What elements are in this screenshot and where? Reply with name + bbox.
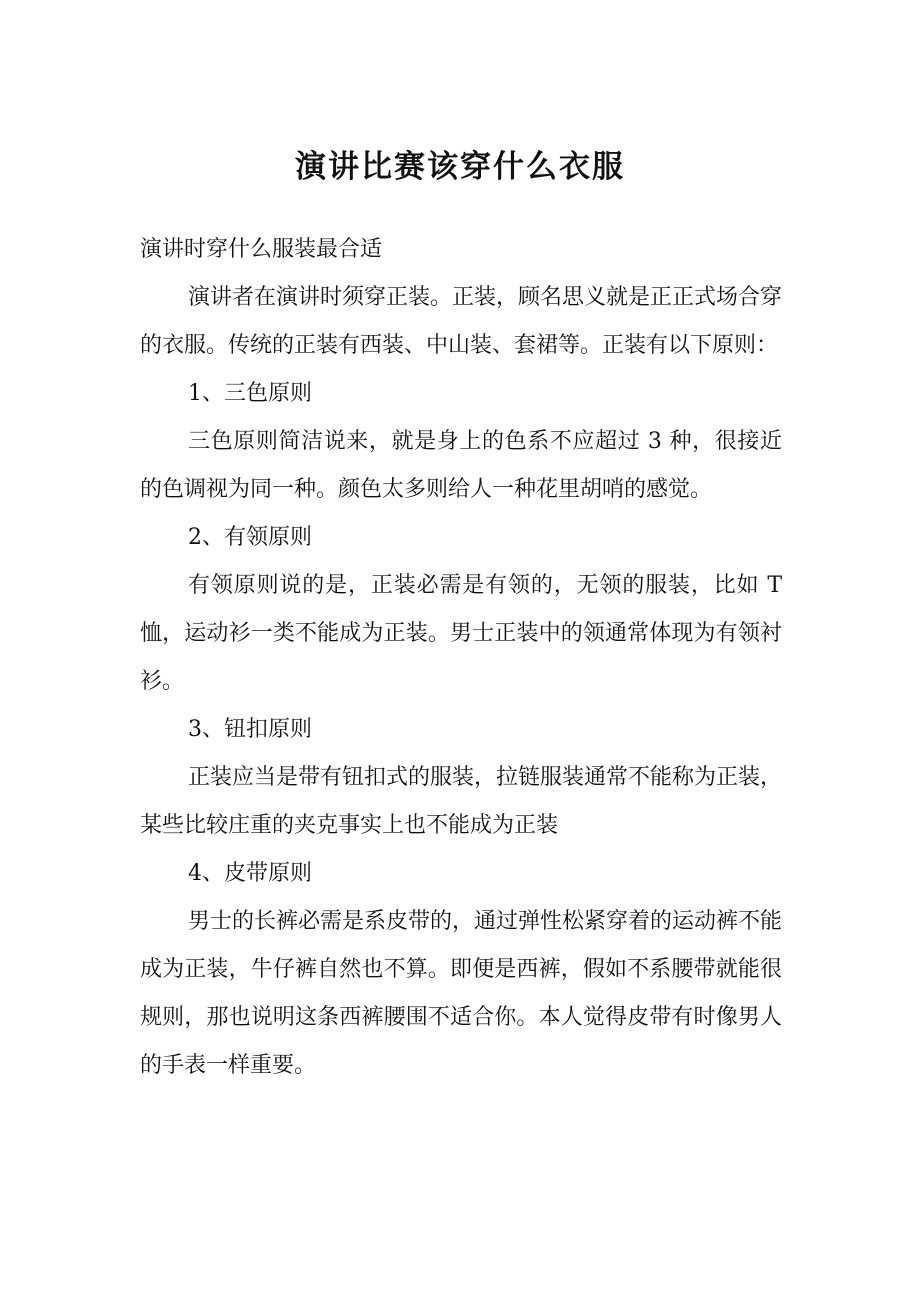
section-text-4: 男士的长裤必需是系皮带的，通过弹性松紧穿着的运动裤不能成为正装，牛仔裤自然也不算。即便是西裤，假如不系腰带就能很规则，那也说明这条西裤腰围不适合你。本人觉得皮带有时像男人的手表一样重要。 bbox=[140, 909, 783, 1078]
section-heading-2: 2、有领原则 bbox=[188, 525, 312, 550]
document-body bbox=[140, 226, 782, 1090]
intro-paragraph: 演讲者在演讲时须穿正装。正装，顾名思义就是正正式场合穿的衣服。传统的正装有西装、中山装、套裙等。正装有以下原则： bbox=[140, 285, 783, 358]
section-heading-1: 1、三色原则 bbox=[188, 381, 312, 406]
section-text-3: 正装应当是带有钮扣式的服装，拉链服装通常不能称为正装，某些比较庄重的夹克事实上也不能成为正装 bbox=[140, 765, 783, 838]
subtitle: 演讲时穿什么服装最合适 bbox=[140, 237, 383, 262]
section-heading-4: 4、皮带原则 bbox=[188, 861, 312, 886]
section-heading-3: 3、钮扣原则 bbox=[188, 717, 312, 742]
section-text-1: 三色原则简洁说来，就是身上的色系不应超过 3 种，很接近的色调视为同一种。颜色太多则给人一种花里胡哨的感觉。 bbox=[140, 429, 782, 502]
section-text-2: 有领原则说的是，正装必需是有领的，无领的服装，比如 T 恤，运动衫一类不能成为正装。男士正装中的领通常体现为有领衬衫。 bbox=[140, 573, 782, 694]
document-title: 演讲比赛该穿什么衣服 bbox=[295, 149, 625, 185]
